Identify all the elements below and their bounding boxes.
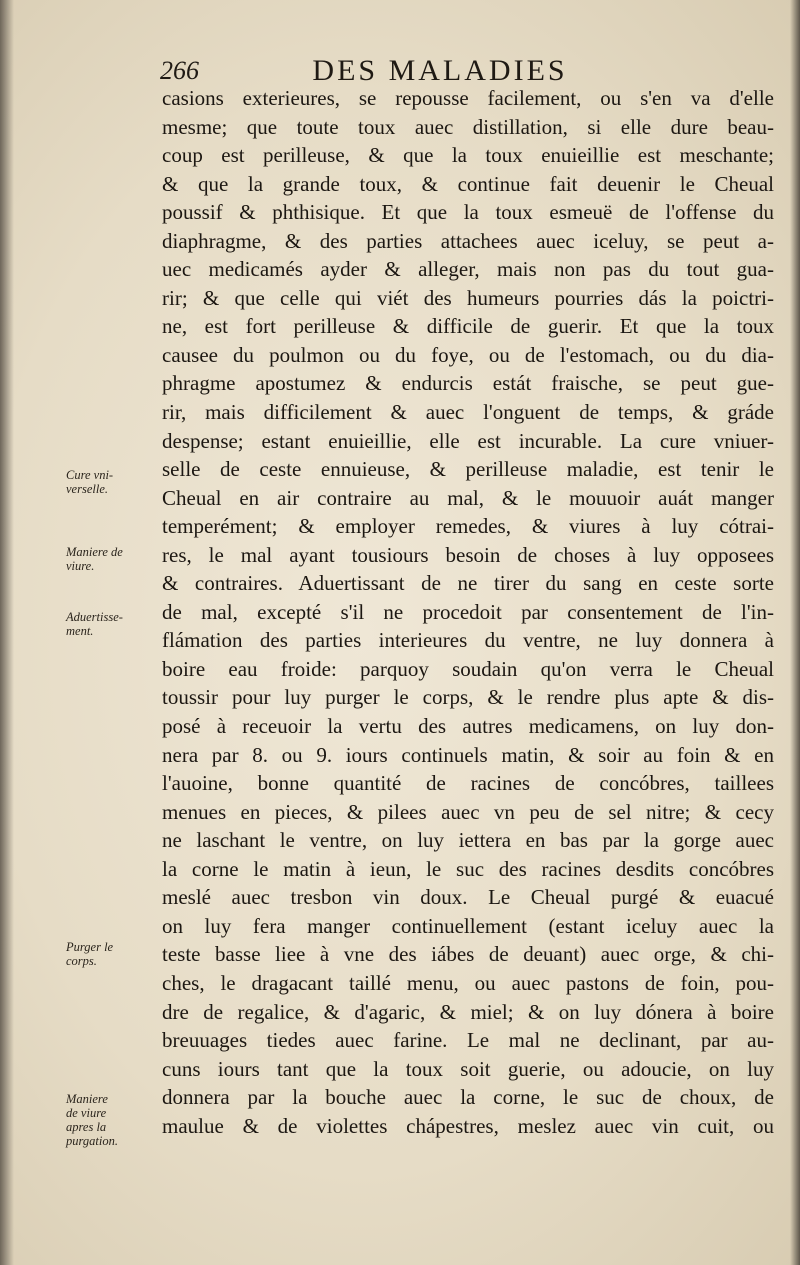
text-line: rir; & que celle qui viét des humeurs pourries dás la poictri-	[162, 285, 774, 310]
text-line: cuns iours tant que la toux soit guerie, ou adoucie, on luy	[162, 1056, 774, 1081]
text-line: rir, mais difficilement & auec l'onguent de temps, & gráde	[162, 400, 774, 425]
margin-note-line: corps.	[66, 954, 97, 968]
text-line: temperément; & employer remedes, & viures à luy cótrai-	[162, 514, 774, 539]
text-line: posé à receuoir la vertu des autres medicamens, on luy don-	[162, 714, 774, 739]
margin-note-line: Purger le	[66, 940, 114, 954]
margin-note-line: ment.	[66, 624, 94, 638]
text-line: ne, est fort perilleuse & difficile de guerir. Et que la toux	[162, 314, 774, 339]
text-line: phragme apostumez & endurcis estát fraische, se peut gue-	[162, 371, 774, 396]
text-line: toussir pour luy purger le corps, & le rendre plus apte & dis-	[162, 685, 774, 710]
text-line: & contraires. Aduertissant de ne tirer du sang en ceste sorte	[162, 571, 774, 596]
margin-note-line: apres la	[66, 1120, 107, 1134]
text-line: uec medicamés ayder & alleger, mais non pas du tout gua-	[162, 257, 774, 282]
page-shadow-right	[790, 0, 800, 1265]
margin-note-line: viure.	[66, 559, 95, 573]
page-number: 266	[160, 56, 199, 85]
text-line: maulue & de violettes chápestres, meslez auec vin cuit, ou	[162, 1113, 774, 1138]
margin-note-line: Cure vni-	[66, 468, 114, 482]
text-line: flámation des parties interieures du ventre, ne luy donnera à	[162, 628, 774, 653]
text-line: diaphragme, & des parties attachees auec iceluy, se peut a-	[162, 228, 774, 253]
margin-note-line: de viure	[66, 1106, 107, 1120]
page-shadow-left	[0, 0, 14, 1265]
margin-note	[66, 1092, 158, 1148]
margin-note	[66, 940, 158, 968]
text-line: teste basse liee à vne des iábes de deuant) auec orge, & chi-	[162, 942, 774, 967]
text-line: despense; estant enuieillie, elle est incurable. La cure vniuer-	[162, 428, 774, 453]
margin-note	[66, 545, 158, 573]
text-line: mesme; que toute toux auec distillation, si elle dure beau-	[162, 114, 774, 139]
text-line: ches, le dragacant taillé menu, ou auec pastons de foin, pou-	[162, 970, 774, 995]
text-line: de mal, excepté s'il ne procedoit par consentement de l'in-	[162, 599, 774, 624]
margin-notes	[66, 0, 158, 1265]
text-line: dre de regalice, & d'agaric, & miel; & on luy dónera à boire	[162, 999, 774, 1024]
body-text	[162, 84, 774, 1140]
text-line: meslé auec tresbon vin doux. Le Cheual purgé & euacué	[162, 885, 774, 910]
margin-note-line: Maniere	[66, 1092, 108, 1106]
text-line: res, le mal ayant tousiours besoin de choses à luy opposees	[162, 542, 774, 567]
margin-note	[66, 610, 158, 638]
text-line: casions exterieures, se repousse facilement, ou s'en va d'elle	[162, 86, 774, 110]
text-line: poussif & phthisique. Et que la toux esmeuë de l'offense du	[162, 200, 774, 225]
text-line: l'auoine, bonne quantité de racines de concóbres, taillees	[162, 771, 774, 796]
text-line: breuuages tiedes auec farine. Le mal ne declinant, par au-	[162, 1028, 774, 1053]
margin-note-line: Aduertisse-	[66, 610, 123, 624]
text-line: nera par 8. ou 9. iours continuels matin, & soir au foin & en	[162, 742, 774, 767]
text-line: menues en pieces, & pilees auec vn peu de sel nitre; & cecy	[162, 799, 774, 824]
text-line: ne laschant le ventre, on luy iettera en bas par la gorge auec	[162, 828, 774, 853]
text-line: donnera par la bouche auec la corne, le suc de choux, de	[162, 1085, 774, 1110]
text-line: la corne le matin à ieun, le suc des racines desdits concóbres	[162, 856, 774, 881]
text-line: & que la grande toux, & continue fait deuenir le Cheual	[162, 171, 774, 196]
text-line: coup est perilleuse, & que la toux enuieillie est meschante;	[162, 143, 774, 168]
running-title: DES MALADIES	[312, 54, 568, 87]
margin-note-line: purgation.	[66, 1134, 118, 1148]
margin-note	[66, 468, 158, 496]
text-line: Cheual en air contraire au mal, & le mouuoir auát manger	[162, 485, 774, 510]
text-line: selle de ceste ennuieuse, & perilleuse maladie, est tenir le	[162, 457, 774, 482]
text-line: boire eau froide: parquoy soudain qu'on verra le Cheual	[162, 656, 774, 681]
margin-note-line: verselle.	[66, 482, 108, 496]
text-line: causee du poulmon ou du foye, ou de l'estomach, ou du dia-	[162, 342, 774, 367]
margin-note-line: Maniere de	[66, 545, 123, 559]
text-line: on luy fera manger continuellement (estant iceluy auec la	[162, 913, 774, 938]
